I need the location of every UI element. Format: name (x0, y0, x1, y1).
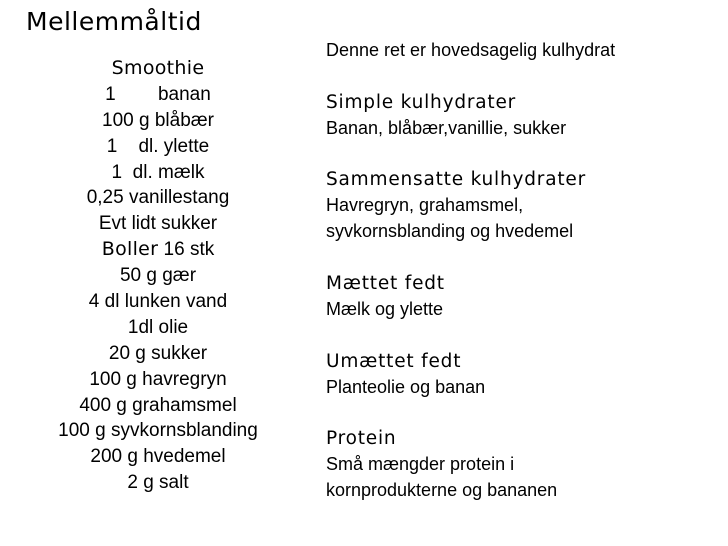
page-title: Mellemmåltid (26, 7, 202, 36)
section-text: syvkornsblanding og hvedemel (326, 221, 574, 242)
spacer (326, 142, 726, 168)
section-text: Mælk og ylette (326, 298, 444, 319)
smoothie-heading: Smoothie (111, 57, 205, 79)
boller-ingredient: 2 g salt (127, 472, 189, 494)
smoothie-ingredient: 100 g blåbær (102, 109, 214, 131)
section-text: Planteolie og banan (326, 376, 486, 397)
boller-ingredient: 400 g grahamsmel (79, 394, 237, 416)
boller-ingredient: 50 g gær (119, 265, 197, 287)
section-heading-protein: Protein (326, 428, 397, 450)
recipe-column (30, 56, 286, 496)
section-text: Havregryn, grahamsmel, (326, 195, 524, 216)
boller-ingredient: 100 g syvkornsblanding (58, 420, 258, 442)
spacer (326, 245, 726, 271)
smoothie-ingredient: 0,25 vanillestang (86, 187, 230, 209)
boller-ingredient: 100 g havregryn (89, 368, 227, 390)
smoothie-ingredient: 1 dl. ylette (106, 135, 210, 157)
section-text: Små mængder protein i (326, 454, 515, 475)
boller-ingredient: 20 g sukker (108, 342, 208, 364)
section-text: Banan, blåbær,vanillie, sukker (326, 117, 567, 138)
boller-ingredient: 200 g hvedemel (90, 446, 226, 468)
section-text: kornprodukterne og bananen (326, 480, 558, 501)
boller-heading-line (30, 237, 286, 263)
section-heading-complex: Sammensatte kulhydrater (326, 169, 586, 191)
smoothie-ingredient: 1 banan (105, 83, 211, 105)
nutrition-notes (326, 38, 726, 504)
section-heading-saturated: Mættet fedt (326, 273, 445, 295)
smoothie-ingredient: Evt lidt sukker (98, 213, 218, 235)
boller-ingredient: 4 dl lunken vand (88, 291, 228, 313)
spacer (326, 323, 726, 349)
spacer (326, 400, 726, 426)
section-heading-unsaturated: Umættet fedt (326, 350, 462, 372)
notes-intro: Denne ret er hovedsagelig kulhydrat (326, 40, 616, 60)
boller-count: 16 stk (163, 239, 215, 261)
section-heading-simple: Simple kulhydrater (326, 91, 517, 113)
smoothie-ingredient: 1 dl. mælk (111, 161, 205, 183)
boller-heading: Boller (101, 238, 159, 261)
spacer (326, 64, 726, 90)
boller-ingredient: 1dl olie (127, 316, 189, 338)
